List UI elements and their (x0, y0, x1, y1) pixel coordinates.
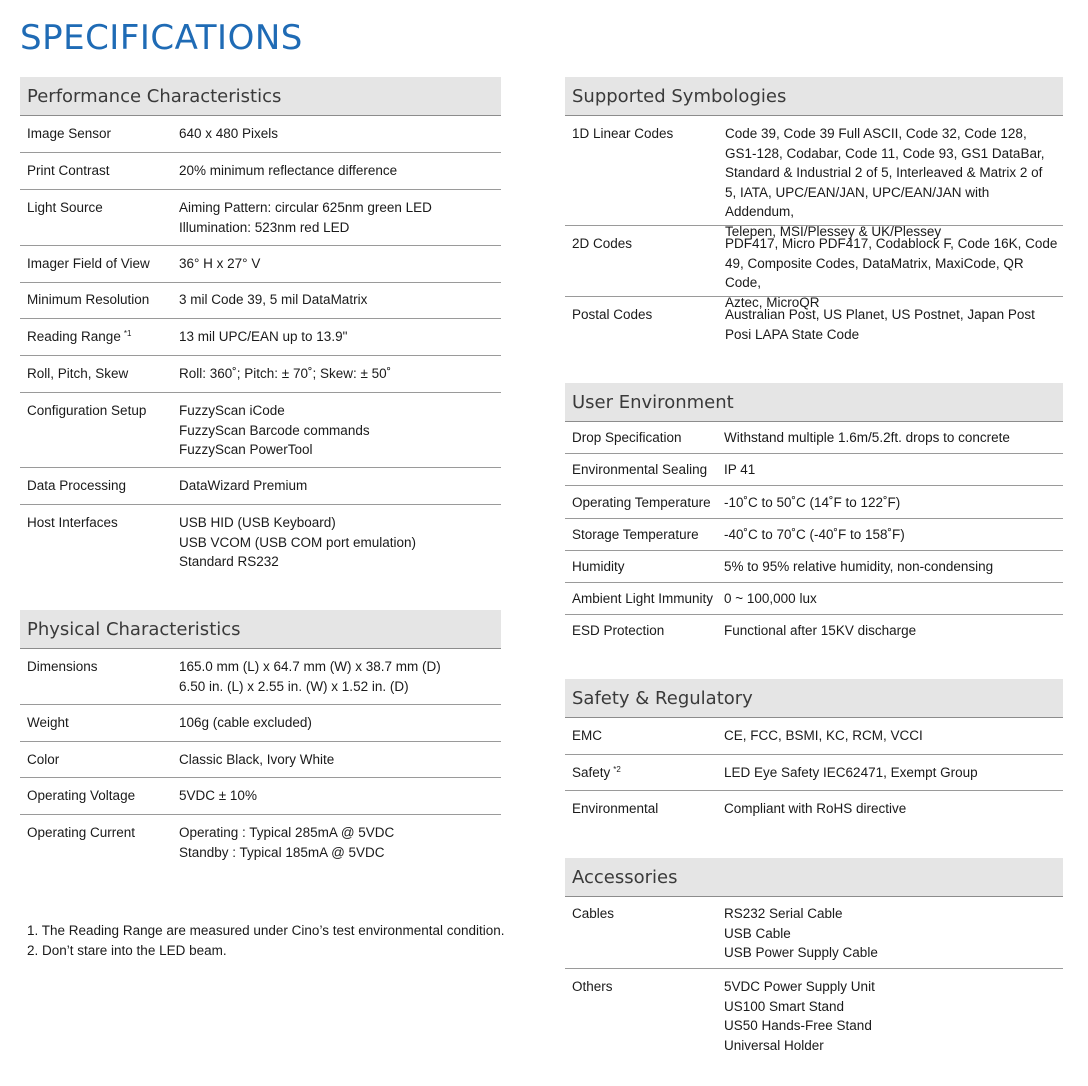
spec-value: Operating : Typical 285mA @ 5VDC Standby : Typical 185mA @ 5VDC (179, 825, 395, 860)
symbologies-section (565, 77, 1063, 353)
spec-row-humidity (565, 551, 1063, 583)
spec-label: 1D Linear Codes (572, 126, 674, 141)
spec-label: Cables (572, 906, 615, 921)
footnotes (27, 921, 505, 961)
spec-row-reading-range (20, 319, 501, 356)
spec-value: LED Eye Safety IEC62471, Exempt Group (724, 765, 978, 780)
spec-value: RS232 Serial Cable USB Cable USB Power Supply Cable (724, 906, 878, 960)
spec-value: 13 mil UPC/EAN up to 13.9" (179, 329, 348, 344)
spec-row-operating-voltage (20, 778, 501, 815)
spec-row-1d-linear-codes (565, 116, 1063, 239)
spec-row-data-processing (20, 468, 501, 505)
spec-label: ESD Protection (572, 623, 665, 638)
physical-header: Physical Characteristics (20, 610, 501, 649)
spec-row-drop-specification (565, 422, 1063, 454)
spec-row-image-sensor (20, 116, 501, 153)
footnote-marker: *1 (123, 329, 132, 338)
spec-label: Light Source (27, 200, 103, 215)
symbologies-rows (565, 116, 1063, 353)
spec-label: Dimensions (27, 659, 98, 674)
spec-row-light-source (20, 190, 501, 246)
spec-row-field-of-view (20, 246, 501, 283)
spec-label: 2D Codes (572, 236, 633, 251)
spec-label: Operating Temperature (572, 495, 711, 510)
spec-row-storage-temperature (565, 519, 1063, 551)
spec-row-weight (20, 705, 501, 742)
spec-label: Print Contrast (27, 163, 110, 178)
spec-label: Ambient Light Immunity (572, 591, 714, 606)
spec-value: DataWizard Premium (179, 478, 308, 493)
right-column (565, 77, 1063, 1059)
spec-value: Withstand multiple 1.6m/5.2ft. drops to concrete (724, 430, 1010, 445)
spec-row-safety (565, 755, 1063, 791)
accessories-section (565, 858, 1063, 1059)
spec-label: Operating Current (27, 825, 136, 840)
spec-value: Aiming Pattern: circular 625nm green LED Illumination: 523nm red LED (179, 200, 432, 235)
spec-value: USB HID (USB Keyboard) USB VCOM (USB COM port emulation) Standard RS232 (179, 515, 417, 569)
spec-label: Environmental Sealing (572, 462, 708, 477)
performance-header: Performance Characteristics (20, 77, 501, 116)
spec-value: FuzzyScan iCode FuzzyScan Barcode commands FuzzyScan PowerTool (179, 403, 370, 457)
spec-label: Drop Specification (572, 430, 682, 445)
spec-value: Compliant with RoHS directive (724, 801, 907, 816)
spec-row-postal-codes (565, 297, 1063, 353)
safety-section (565, 679, 1063, 828)
spec-value: 36° H x 27° V (179, 256, 261, 271)
spec-value: IP 41 (724, 462, 756, 477)
spec-label: Storage Temperature (572, 527, 699, 542)
spec-value: Roll: 360˚; Pitch: ± 70˚; Skew: ± 50˚ (179, 366, 392, 381)
spec-value: 5VDC Power Supply Unit US100 Smart Stand US50 Hands-Free Stand Universal Holder (724, 979, 875, 1053)
spec-value: -40˚C to 70˚C (-40˚F to 158˚F) (724, 527, 905, 542)
spec-value: CE, FCC, BSMI, KC, RCM, VCCI (724, 728, 923, 743)
spec-label-with-note (565, 763, 724, 790)
physical-rows (20, 649, 501, 871)
spec-label: Host Interfaces (27, 515, 118, 530)
spec-value: 5VDC ± 10% (179, 788, 257, 803)
spec-label: Postal Codes (572, 307, 653, 322)
spec-row-2d-codes (565, 226, 1063, 310)
spec-value: 20% minimum reflectance difference (179, 163, 398, 178)
spec-row-operating-temperature (565, 486, 1063, 519)
spec-label: Environmental (572, 801, 659, 816)
environment-section (565, 383, 1063, 647)
spec-label: Data Processing (27, 478, 127, 493)
footnote: 2. Don’t stare into the LED beam. (27, 943, 227, 958)
spec-value: Functional after 15KV discharge (724, 623, 917, 638)
physical-section (20, 610, 501, 871)
spec-value: 0 ~ 100,000 lux (724, 591, 817, 606)
spec-label: Operating Voltage (27, 788, 136, 803)
performance-rows (20, 116, 501, 580)
left-column (20, 77, 501, 871)
performance-section (20, 77, 501, 580)
spec-label: Minimum Resolution (27, 292, 150, 307)
spec-label: Reading Range (27, 329, 121, 344)
spec-row-roll-pitch-skew (20, 356, 501, 393)
spec-row-environmental (565, 791, 1063, 828)
spec-value: 640 x 480 Pixels (179, 126, 279, 141)
spec-row-esd-protection (565, 615, 1063, 647)
spec-row-configuration-setup (20, 393, 501, 468)
spec-label: Humidity (572, 559, 625, 574)
spec-value: Code 39, Code 39 Full ASCII, Code 32, Code 128, GS1-128, Codabar, Code 11, Code 93, GS1 DataBar, Standard & Industrial 2 of 5, Interleaved & Matrix 2 of 5, IATA, UPC/EAN/JAN, UPC/EAN/JAN with Addendum, Telepen, MSI/Plessey & UK/Plessey (725, 126, 1045, 239)
spec-row-min-resolution (20, 283, 501, 319)
safety-header: Safety & Regulatory (565, 679, 1063, 718)
spec-row-others (565, 969, 1063, 1059)
spec-value: Classic Black, Ivory White (179, 752, 335, 767)
symbologies-header: Supported Symbologies (565, 77, 1063, 116)
spec-label: Weight (27, 715, 69, 730)
spec-value: Australian Post, US Planet, US Postnet, Japan Post Posi LAPA State Code (725, 307, 1035, 342)
spec-value: 106g (cable excluded) (179, 715, 312, 730)
spec-row-print-contrast (20, 153, 501, 190)
spec-row-emc (565, 718, 1063, 755)
spec-row-dimensions (20, 649, 501, 705)
safety-rows (565, 718, 1063, 828)
accessories-header: Accessories (565, 858, 1063, 897)
spec-row-color (20, 742, 501, 778)
spec-value: 5% to 95% relative humidity, non-condensing (724, 559, 994, 574)
spec-value: PDF417, Micro PDF417, Codablock F, Code 16K, Code 49, Composite Codes, DataMatrix, MaxiCode, QR Code, Aztec, MicroQR (725, 236, 1058, 310)
spec-label: Imager Field of View (27, 256, 150, 271)
spec-value: 3 mil Code 39, 5 mil DataMatrix (179, 292, 368, 307)
spec-value: 165.0 mm (L) x 64.7 mm (W) x 38.7 mm (D) 6.50 in. (L) x 2.55 in. (W) x 1.52 in. (D) (179, 659, 441, 694)
spec-label: Safety (572, 765, 611, 780)
spec-row-ambient-light (565, 583, 1063, 615)
spec-value: -10˚C to 50˚C (14˚F to 122˚F) (724, 495, 901, 510)
spec-row-cables (565, 897, 1063, 969)
spec-row-operating-current (20, 815, 501, 871)
footnote-marker: *2 (613, 765, 621, 774)
spec-label: Configuration Setup (27, 403, 147, 418)
spec-label-with-note (20, 327, 179, 355)
spec-row-host-interfaces (20, 505, 501, 580)
environment-rows (565, 422, 1063, 647)
environment-header: User Environment (565, 383, 1063, 422)
spec-label: Roll, Pitch, Skew (27, 366, 129, 381)
spec-label: Others (572, 979, 613, 994)
footnote: 1. The Reading Range are measured under Cino’s test environmental condition. (27, 923, 505, 938)
spec-label: EMC (572, 728, 602, 743)
page-title: SPECIFICATIONS (20, 18, 303, 58)
spec-label: Color (27, 752, 60, 767)
accessories-rows (565, 897, 1063, 1059)
spec-label: Image Sensor (27, 126, 112, 141)
spec-row-environmental-sealing (565, 454, 1063, 486)
